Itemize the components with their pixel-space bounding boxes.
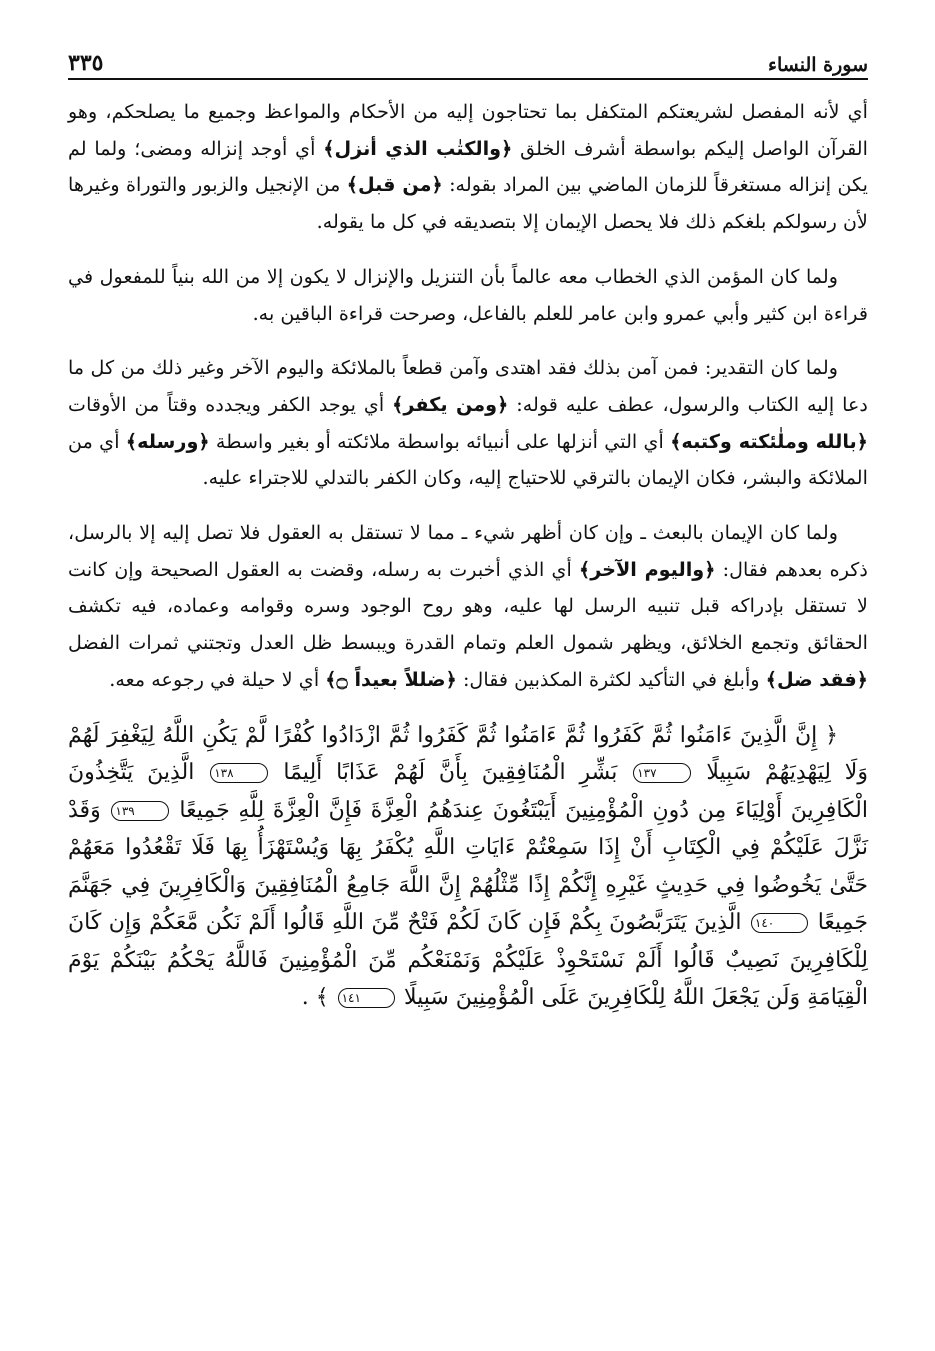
quran-quote: ﴿ورسله﴾ bbox=[125, 429, 210, 453]
paragraph-text: أي لا حيلة في رجوعه معه. bbox=[109, 667, 326, 691]
page-header bbox=[68, 44, 868, 80]
page-number: ٣٣٥ bbox=[68, 50, 104, 76]
paragraph-text: أي الذي أخبرت به رسله، وقضت به العقول الصحيحة وإن كانت لا تستقل بإدراكه قبل تنبيه الرسل لها عليه، وهو روح الوجود وسره وقوامه وعماده، فيه تكشف الحقائق وتجمع الخلائق، ويظهر شمول العلم وتمام القدرة ويبسط ظل العدل وتجتني ثمرات الفضل bbox=[68, 557, 868, 655]
ayah-number-marker: ١٤١ bbox=[338, 988, 395, 1008]
quran-verse-text: الَّذِينَ يَتَّخِذُونَ الْكَافِرِينَ أَوْلِيَاءَ مِن دُونِ الْمُؤْمِنِينَ أَيَبْتَغُونَ عِندَهُمُ الْعِزَّةَ فَإِنَّ الْعِزَّةَ لِلَّهِ جَمِيعًا bbox=[68, 760, 868, 823]
quran-quote: ﴿بالله وملٰئكته وكتبه﴾ bbox=[670, 429, 868, 453]
paragraph-text: أي من الملائكة والبشر، فكان الإيمان بالترقي للاحتياج إليه، وكان الكفر بالتدلي للاجتراء عليه. bbox=[68, 429, 868, 490]
quran-quote: ﴿ومن يكفر﴾ bbox=[392, 392, 509, 416]
paragraph-text: ولما كان الإيمان بالبعث ـ وإن كان أظهر شيء ـ مما لا تستقل به العقول فلا تصل إليه إلا بالرسل، ذكره بعدهم فقال: bbox=[68, 521, 868, 581]
paragraph-text: ولما كان التقدير: فمن آمن بذلك فقد اهتدى وآمن قطعاً بالملائكة واليوم الآخر وغير ذلك من كل ما دعا إليه الكتاب والرسول، عطف عليه قوله: bbox=[68, 356, 868, 416]
quran-verse-text: وَقَدْ نَزَّلَ عَلَيْكُمْ فِي الْكِتَابِ أَنْ إِذَا سَمِعْتُمْ ءَايَاتِ اللَّهِ يُكْفَرُ بِهَا وَيُسْتَهْزَأُ بِهَا فَلَا تَقْعُدُوا مَعَهُمْ حَتَّىٰ يَخُوضُوا فِي حَدِيثٍ غَيْرِهِ إِنَّكُمْ إِذًا مِّثْلُهُمْ إِنَّ اللَّهَ جَامِعُ الْمُنَافِقِينَ وَالْكَافِرِينَ فِي جَهَنَّمَ جَمِيعًا bbox=[68, 797, 868, 936]
ayah-number-marker: ١٣٩ bbox=[111, 801, 168, 821]
surah-title: سورة النساء bbox=[768, 54, 868, 76]
paragraph-text: من الإنجيل والزبور والتوراة وغيرها لأن رسولكم بلغكم ذلك فلا يحصل الإيمان إلا بتصديقه في كل ما يقوله. bbox=[68, 173, 868, 234]
quran-verse-text: الَّذِينَ يَتَرَبَّصُونَ بِكُمْ فَإِن كَانَ لَكُمْ فَتْحٌ مِّنَ اللَّهِ قَالُوا أَلَمْ نَكُن مَّعَكُمْ وَإِن كَانَ لِلْكَافِرِينَ نَصِيبٌ قَالُوا أَلَمْ نَسْتَحْوِذْ عَلَيْكُمْ وَنَمْنَعْكُم مِّنَ الْمُؤْمِنِينَ فَاللَّهُ يَحْكُمُ بَيْنَكُمْ يَوْمَ الْقِيَامَةِ وَلَن يَجْعَلَ اللَّهُ لِلْكَافِرِينَ عَلَى الْمُؤْمِنِينَ سَبِيلًا bbox=[68, 910, 868, 1011]
paragraph-text: أي يوجد الكفر ويجدده وقتاً من الأوقات bbox=[68, 392, 393, 416]
quran-quote: ﴿واليوم الآخر﴾ bbox=[578, 557, 716, 581]
quran-quote: ﴿والكتٰب الذي أنزل﴾ bbox=[323, 136, 513, 160]
ayah-number-marker: ١٤٠ bbox=[751, 913, 808, 933]
quran-quote: ﴿ضللاً بعيداً ۝﴾ bbox=[325, 667, 457, 691]
quran-passage bbox=[68, 717, 868, 1017]
ayah-number-marker: ١٣٧ bbox=[633, 763, 690, 783]
paragraph bbox=[68, 259, 868, 332]
page bbox=[68, 44, 868, 1017]
quran-quote: ﴿من قبل﴾ bbox=[346, 173, 443, 197]
quran-verse-text: بَشِّرِ الْمُنَافِقِينَ بِأَنَّ لَهُمْ عَذَابًا أَلِيمًا bbox=[269, 760, 632, 786]
paragraph-text: ولما كان المؤمن الذي الخطاب معه عالماً بأن التنزيل والإنزال لا يكون إلا من الله بنياً للمفعول في قراءة ابن كثير وأبي عمرو وابن عامر للعلم بالفاعل، وصرحت قراءة الباقين به. bbox=[68, 264, 868, 325]
page-body bbox=[68, 94, 868, 699]
paragraph-text: أي أوجد إنزاله ومضى؛ ولما لم يكن إنزاله مستغرقاً للزمان الماضي بين المراد بقوله: bbox=[68, 136, 868, 197]
ayah-number-marker: ١٣٨ bbox=[210, 763, 267, 783]
paragraph bbox=[68, 94, 868, 241]
paragraph-text: أي لأنه المفصل لشريعتكم المتكفل بما تحتاجون إليه من الأحكام والمواعظ وجميع ما يصلحكم، وهو القرآن الواصل إليكم بواسطة أشرف الخلق bbox=[68, 100, 868, 160]
paragraph bbox=[68, 350, 868, 497]
quran-verse-text: ﴾ . bbox=[301, 985, 336, 1011]
quran-verse-text: ﴿ إِنَّ الَّذِينَ ءَامَنُوا ثُمَّ كَفَرُوا ثُمَّ ءَامَنُوا ثُمَّ كَفَرُوا ثُمَّ ازْدَادُوا كُفْرًا لَّمْ يَكُنِ اللَّهُ لِيَغْفِرَ لَهُمْ وَلَا لِيَهْدِيَهُمْ سَبِيلًا bbox=[68, 722, 868, 786]
paragraph-text: أي التي أنزلها على أنبيائه بواسطة ملائكته أو بغير واسطة bbox=[209, 429, 671, 453]
paragraph-text: وأبلغ في التأكيد لكثرة المكذبين فقال: bbox=[456, 667, 766, 691]
paragraph bbox=[68, 515, 868, 699]
quran-quote: ﴿فقد ضل﴾ bbox=[765, 667, 868, 691]
